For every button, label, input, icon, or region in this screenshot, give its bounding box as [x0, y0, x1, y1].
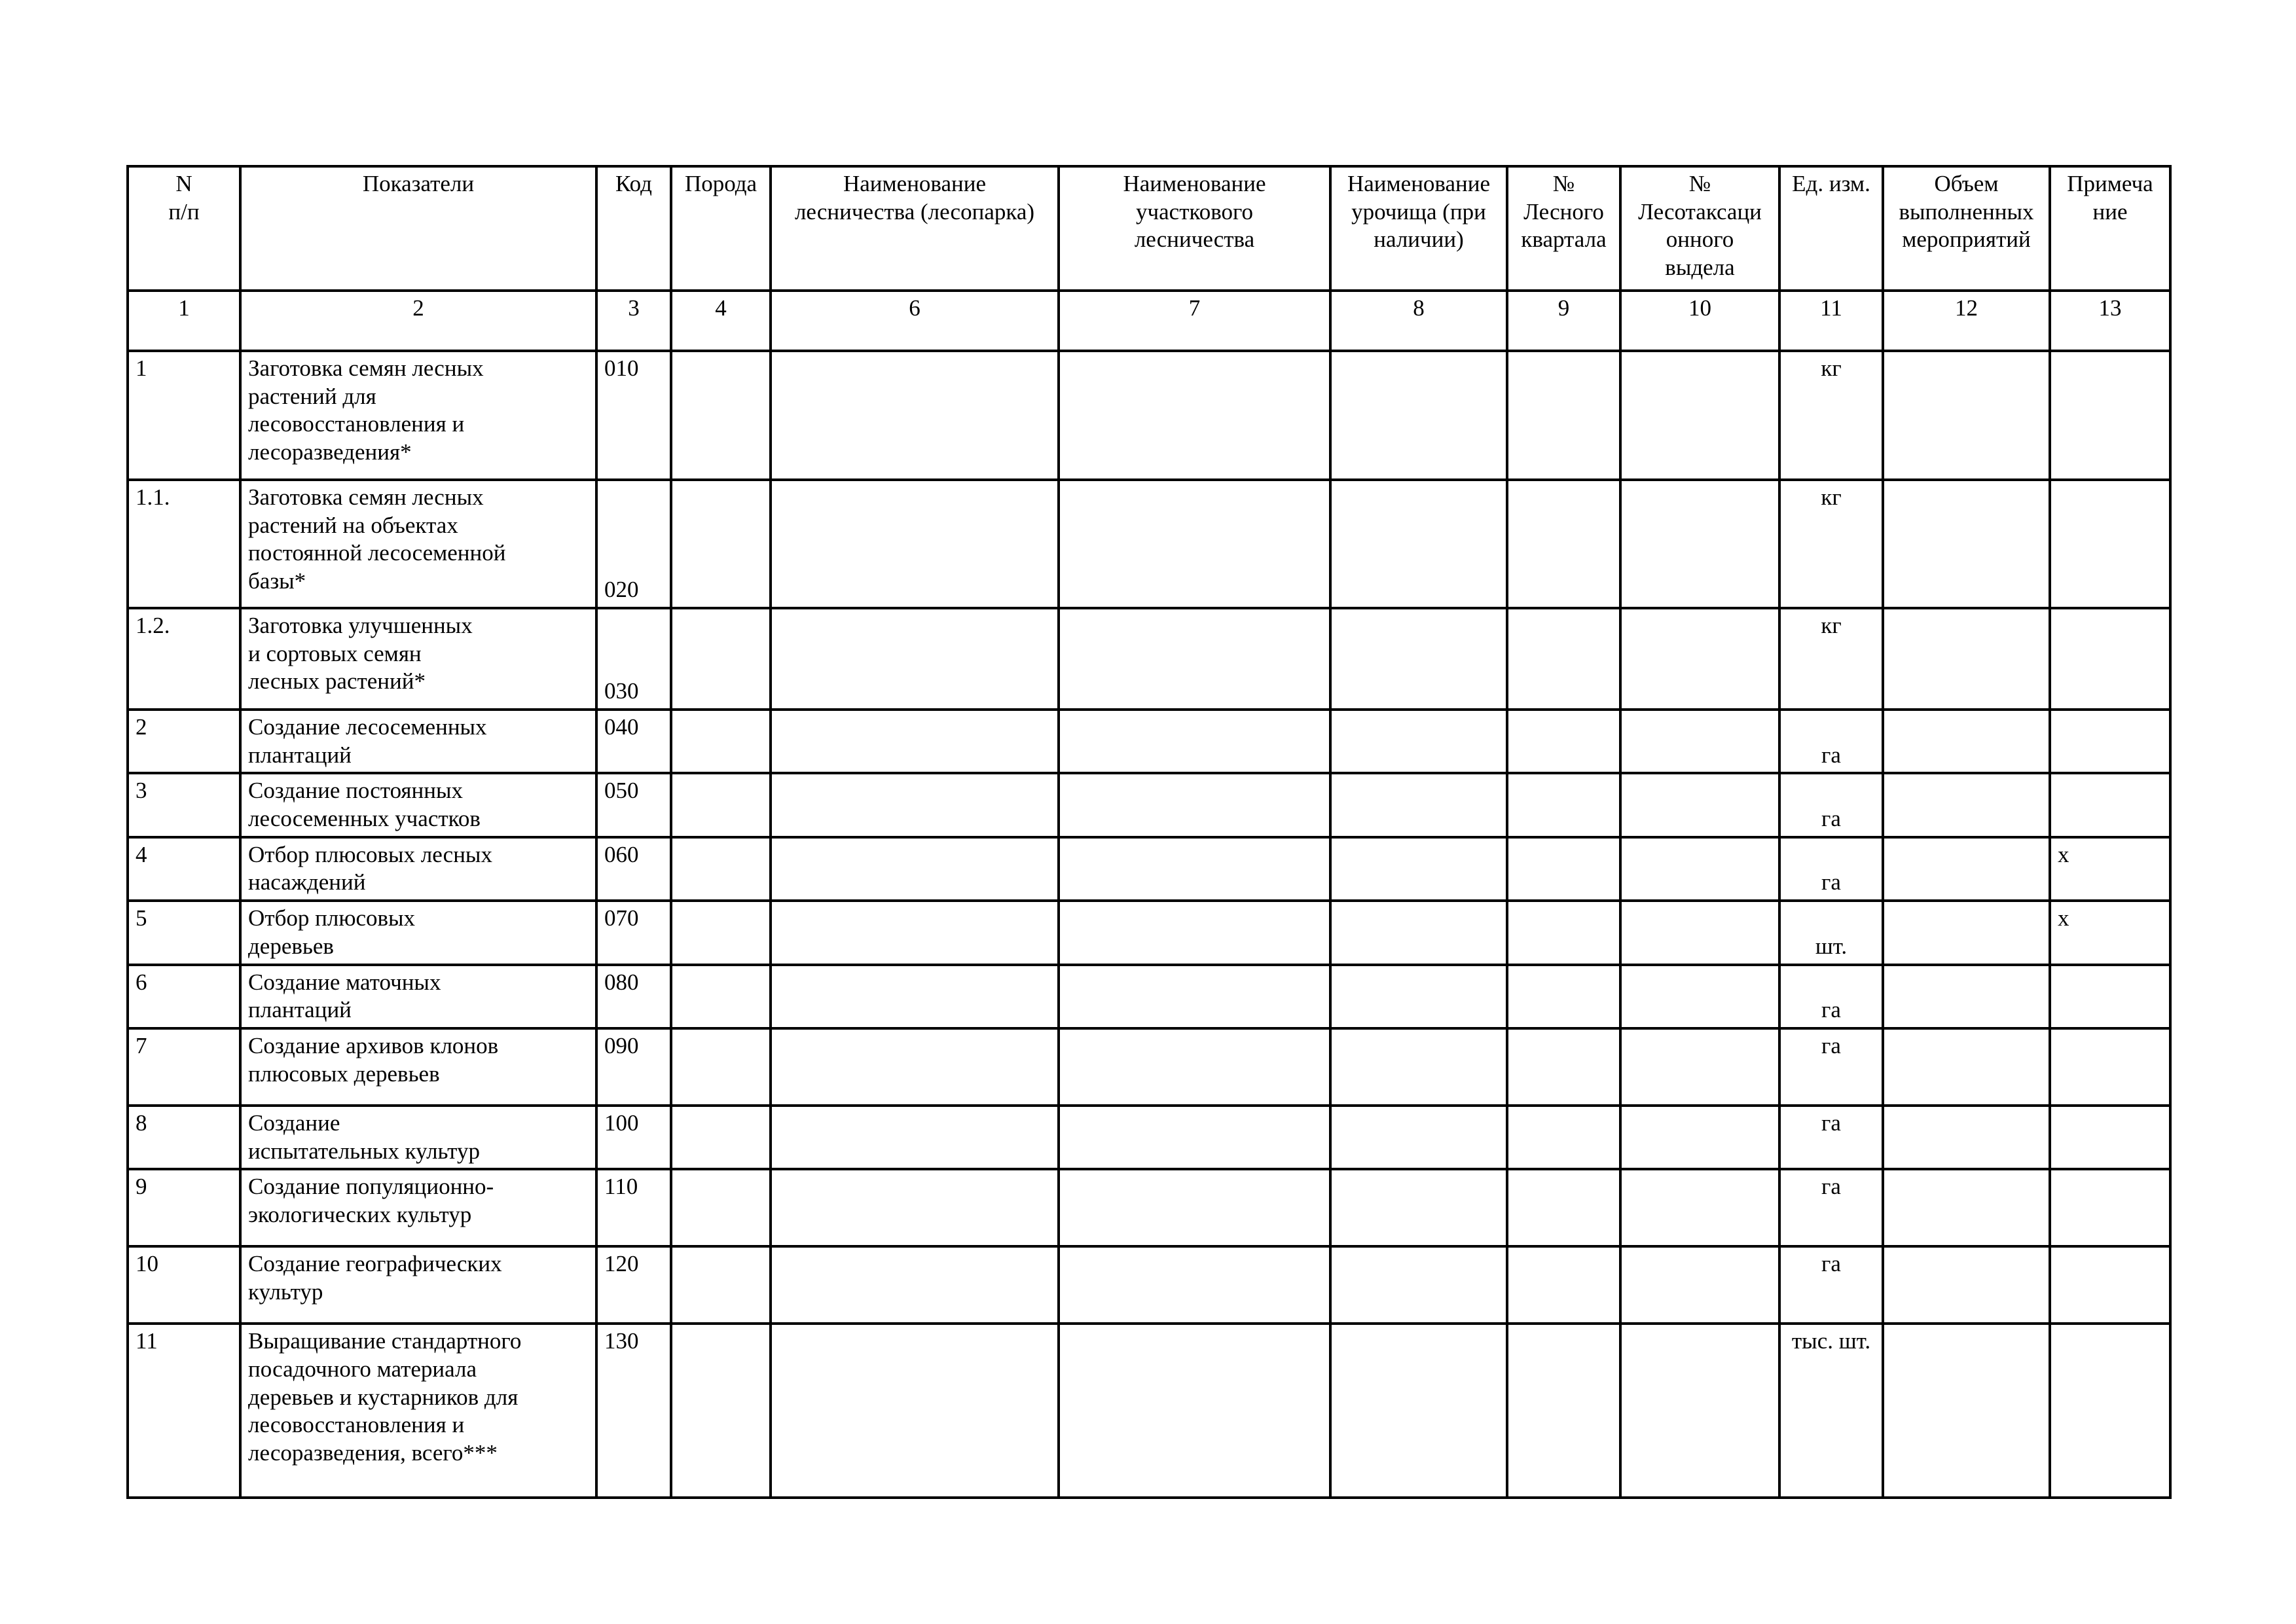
column-number: 9: [1507, 291, 1620, 351]
row-tract-cell: [1330, 837, 1507, 901]
row-district-cell: [1059, 710, 1330, 773]
table-row: [128, 710, 2170, 773]
row-allotment-cell: [1620, 608, 1779, 710]
row-tract-cell: [1330, 608, 1507, 710]
row-indicator: Создание испытательных культур: [240, 1106, 596, 1169]
row-forestry-cell: [771, 608, 1059, 710]
row-number: 11: [128, 1324, 240, 1498]
row-species-cell: [671, 710, 771, 773]
row-unit: га: [1779, 1028, 1883, 1106]
row-indicator: Создание постоянных лесосеменных участков: [240, 773, 596, 837]
row-forestry-cell: [771, 1028, 1059, 1106]
row-note: х: [2050, 901, 2170, 964]
row-code: 060: [596, 837, 671, 901]
row-unit: га: [1779, 773, 1883, 837]
column-number: 4: [671, 291, 771, 351]
table-row: [128, 608, 2170, 710]
row-district-cell: [1059, 1028, 1330, 1106]
row-volume-cell: [1883, 901, 2050, 964]
column-number: 2: [240, 291, 596, 351]
table-row: [128, 1169, 2170, 1246]
row-note: [2050, 351, 2170, 480]
row-code: 080: [596, 965, 671, 1028]
row-allotment-cell: [1620, 1028, 1779, 1106]
row-tract-cell: [1330, 1246, 1507, 1324]
row-quarter-cell: [1507, 965, 1620, 1028]
row-tract-cell: [1330, 710, 1507, 773]
row-quarter-cell: [1507, 1106, 1620, 1169]
header-note: Примеча ние: [2050, 166, 2170, 291]
header-volume: Объем выполненных мероприятий: [1883, 166, 2050, 291]
row-quarter-cell: [1507, 837, 1620, 901]
row-note: [2050, 480, 2170, 608]
row-unit: шт.: [1779, 901, 1883, 964]
row-note: [2050, 1324, 2170, 1498]
header-district-forestry: Наименование участкового лесничества: [1059, 166, 1330, 291]
row-number: 1: [128, 351, 240, 480]
row-indicator: Отбор плюсовых лесных насаждений: [240, 837, 596, 901]
row-species-cell: [671, 608, 771, 710]
row-volume-cell: [1883, 837, 2050, 901]
row-volume-cell: [1883, 1106, 2050, 1169]
row-volume-cell: [1883, 1028, 2050, 1106]
header-code: Код: [596, 166, 671, 291]
row-species-cell: [671, 773, 771, 837]
row-forestry-cell: [771, 351, 1059, 480]
row-forestry-cell: [771, 837, 1059, 901]
row-volume-cell: [1883, 965, 2050, 1028]
row-district-cell: [1059, 837, 1330, 901]
table-row: [128, 1106, 2170, 1169]
row-note: [2050, 1106, 2170, 1169]
column-number: 13: [2050, 291, 2170, 351]
row-forestry-cell: [771, 773, 1059, 837]
column-number: 12: [1883, 291, 2050, 351]
row-note: [2050, 773, 2170, 837]
row-tract-cell: [1330, 1106, 1507, 1169]
row-quarter-cell: [1507, 1028, 1620, 1106]
row-number: 8: [128, 1106, 240, 1169]
header-row: [128, 166, 2170, 291]
row-unit: га: [1779, 837, 1883, 901]
header-species: Порода: [671, 166, 771, 291]
row-allotment-cell: [1620, 480, 1779, 608]
row-unit: кг: [1779, 480, 1883, 608]
row-allotment-cell: [1620, 710, 1779, 773]
row-code: 070: [596, 901, 671, 964]
row-unit: га: [1779, 1106, 1883, 1169]
row-note: [2050, 608, 2170, 710]
row-note: [2050, 710, 2170, 773]
row-unit: га: [1779, 965, 1883, 1028]
row-volume-cell: [1883, 1246, 2050, 1324]
row-tract-cell: [1330, 965, 1507, 1028]
table-row: [128, 1028, 2170, 1106]
row-code: 130: [596, 1324, 671, 1498]
row-unit: га: [1779, 710, 1883, 773]
report-table: [126, 165, 2172, 1499]
row-allotment-cell: [1620, 1324, 1779, 1498]
row-unit: кг: [1779, 351, 1883, 480]
column-number: 6: [771, 291, 1059, 351]
row-note: [2050, 1169, 2170, 1246]
row-species-cell: [671, 351, 771, 480]
row-quarter-cell: [1507, 1169, 1620, 1246]
row-species-cell: [671, 480, 771, 608]
row-indicator: Заготовка улучшенных и сортовых семян лесных растений*: [240, 608, 596, 710]
row-code: 050: [596, 773, 671, 837]
row-quarter-cell: [1507, 773, 1620, 837]
row-volume-cell: [1883, 1169, 2050, 1246]
row-species-cell: [671, 965, 771, 1028]
row-quarter-cell: [1507, 1246, 1620, 1324]
row-quarter-cell: [1507, 710, 1620, 773]
row-district-cell: [1059, 608, 1330, 710]
row-district-cell: [1059, 901, 1330, 964]
row-district-cell: [1059, 1169, 1330, 1246]
table-row: [128, 901, 2170, 964]
header-forestry: Наименование лесничества (лесопарка): [771, 166, 1059, 291]
row-forestry-cell: [771, 1324, 1059, 1498]
row-allotment-cell: [1620, 1169, 1779, 1246]
row-species-cell: [671, 901, 771, 964]
row-code: 120: [596, 1246, 671, 1324]
table-row: [128, 837, 2170, 901]
row-allotment-cell: [1620, 837, 1779, 901]
header-unit: Ед. изм.: [1779, 166, 1883, 291]
row-unit: кг: [1779, 608, 1883, 710]
row-note: [2050, 1028, 2170, 1106]
row-indicator: Отбор плюсовых деревьев: [240, 901, 596, 964]
row-quarter-cell: [1507, 1324, 1620, 1498]
row-code: 010: [596, 351, 671, 480]
row-indicator: Создание географических культур: [240, 1246, 596, 1324]
row-code: 020: [596, 480, 671, 608]
row-tract-cell: [1330, 901, 1507, 964]
row-quarter-cell: [1507, 480, 1620, 608]
row-forestry-cell: [771, 480, 1059, 608]
row-allotment-cell: [1620, 773, 1779, 837]
header-quarter: № Лесного квартала: [1507, 166, 1620, 291]
column-number: 3: [596, 291, 671, 351]
row-district-cell: [1059, 1324, 1330, 1498]
column-number: 7: [1059, 291, 1330, 351]
row-unit: га: [1779, 1169, 1883, 1246]
row-indicator: Создание лесосеменных плантаций: [240, 710, 596, 773]
row-tract-cell: [1330, 1324, 1507, 1498]
row-species-cell: [671, 1324, 771, 1498]
row-note: [2050, 965, 2170, 1028]
column-number: 8: [1330, 291, 1507, 351]
row-indicator: Создание маточных плантаций: [240, 965, 596, 1028]
row-tract-cell: [1330, 773, 1507, 837]
row-allotment-cell: [1620, 901, 1779, 964]
column-number: 1: [128, 291, 240, 351]
row-tract-cell: [1330, 1028, 1507, 1106]
row-number: 1.2.: [128, 608, 240, 710]
row-quarter-cell: [1507, 608, 1620, 710]
row-volume-cell: [1883, 710, 2050, 773]
row-quarter-cell: [1507, 901, 1620, 964]
row-district-cell: [1059, 1106, 1330, 1169]
row-species-cell: [671, 1106, 771, 1169]
row-number: 9: [128, 1169, 240, 1246]
row-district-cell: [1059, 351, 1330, 480]
row-species-cell: [671, 837, 771, 901]
row-unit: тыс. шт.: [1779, 1324, 1883, 1498]
header-indicator: Показатели: [240, 166, 596, 291]
row-allotment-cell: [1620, 1246, 1779, 1324]
row-code: 040: [596, 710, 671, 773]
header-tract: Наименование урочища (при наличии): [1330, 166, 1507, 291]
table-row: [128, 1324, 2170, 1498]
column-number-row: [128, 291, 2170, 351]
row-forestry-cell: [771, 965, 1059, 1028]
row-allotment-cell: [1620, 351, 1779, 480]
header-allotment: № Лесотаксаци онного выдела: [1620, 166, 1779, 291]
header-n: N п/п: [128, 166, 240, 291]
row-note: [2050, 1246, 2170, 1324]
row-forestry-cell: [771, 901, 1059, 964]
row-number: 6: [128, 965, 240, 1028]
row-species-cell: [671, 1246, 771, 1324]
table-row: [128, 351, 2170, 480]
row-district-cell: [1059, 773, 1330, 837]
row-forestry-cell: [771, 1169, 1059, 1246]
row-indicator: Заготовка семян лесных растений на объектах постоянной лесосеменной базы*: [240, 480, 596, 608]
row-number: 7: [128, 1028, 240, 1106]
column-number: 11: [1779, 291, 1883, 351]
row-code: 100: [596, 1106, 671, 1169]
row-tract-cell: [1330, 480, 1507, 608]
row-forestry-cell: [771, 1106, 1059, 1169]
row-indicator: Создание популяционно- экологических культур: [240, 1169, 596, 1246]
row-quarter-cell: [1507, 351, 1620, 480]
row-tract-cell: [1330, 1169, 1507, 1246]
row-volume-cell: [1883, 608, 2050, 710]
row-volume-cell: [1883, 773, 2050, 837]
row-volume-cell: [1883, 480, 2050, 608]
row-code: 110: [596, 1169, 671, 1246]
row-number: 2: [128, 710, 240, 773]
row-district-cell: [1059, 1246, 1330, 1324]
row-volume-cell: [1883, 351, 2050, 480]
row-allotment-cell: [1620, 1106, 1779, 1169]
row-number: 4: [128, 837, 240, 901]
row-forestry-cell: [771, 1246, 1059, 1324]
row-indicator: Создание архивов клонов плюсовых деревьев: [240, 1028, 596, 1106]
table-row: [128, 480, 2170, 608]
table-row: [128, 1246, 2170, 1324]
row-indicator: Заготовка семян лесных растений для лесовосстановления и лесоразведения*: [240, 351, 596, 480]
row-number: 10: [128, 1246, 240, 1324]
row-note: х: [2050, 837, 2170, 901]
row-number: 3: [128, 773, 240, 837]
row-number: 5: [128, 901, 240, 964]
row-indicator: Выращивание стандартного посадочного материала деревьев и кустарников для лесовосстановления и лесоразведения, всего***: [240, 1324, 596, 1498]
table-row: [128, 773, 2170, 837]
row-district-cell: [1059, 965, 1330, 1028]
row-species-cell: [671, 1028, 771, 1106]
row-code: 090: [596, 1028, 671, 1106]
row-species-cell: [671, 1169, 771, 1246]
row-volume-cell: [1883, 1324, 2050, 1498]
row-district-cell: [1059, 480, 1330, 608]
row-number: 1.1.: [128, 480, 240, 608]
row-allotment-cell: [1620, 965, 1779, 1028]
row-unit: га: [1779, 1246, 1883, 1324]
row-code: 030: [596, 608, 671, 710]
column-number: 10: [1620, 291, 1779, 351]
table-row: [128, 965, 2170, 1028]
row-tract-cell: [1330, 351, 1507, 480]
row-forestry-cell: [771, 710, 1059, 773]
